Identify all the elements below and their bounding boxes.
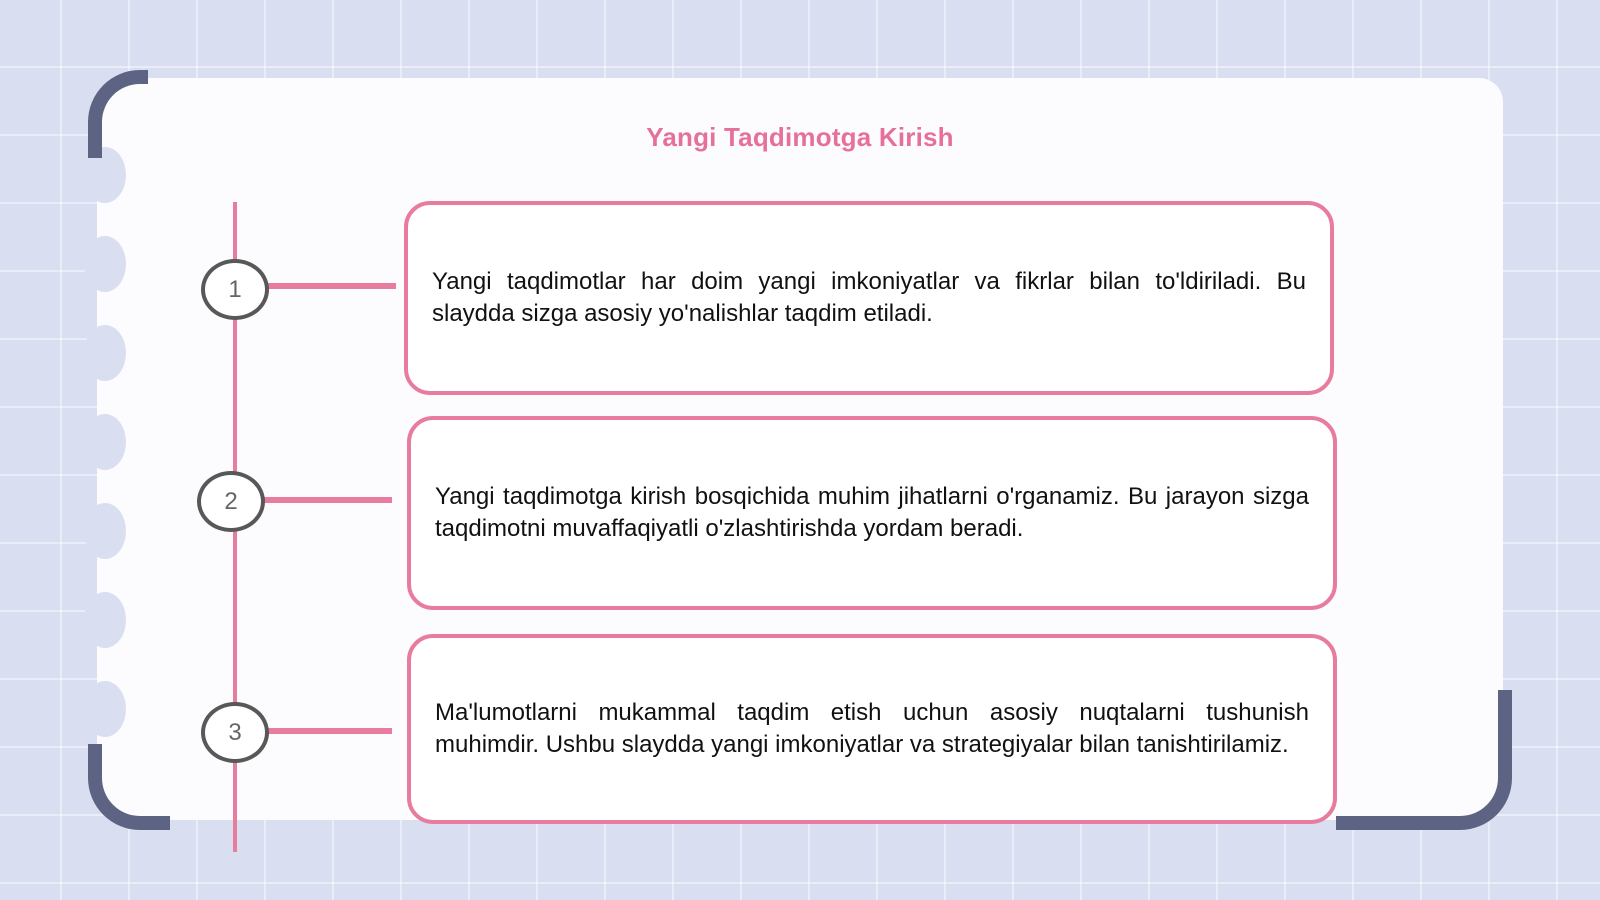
corner-bracket-bottom-left xyxy=(88,744,170,830)
step-number: 1 xyxy=(228,275,242,303)
step-box xyxy=(407,416,1337,610)
step-number-badge xyxy=(201,259,269,320)
step-number-badge xyxy=(197,471,265,532)
corner-bracket-top-left xyxy=(88,70,148,158)
card-edge-scallop xyxy=(84,503,126,559)
step-text: Yangi taqdimotga kirish bosqichida muhim jihatlarni o'rganamiz. Bu jarayon sizga taqdimotni muvaffaqiyatli o'zlashtirishda yordam beradi. xyxy=(435,483,1309,542)
card-edge-scallop xyxy=(84,681,126,737)
step-text: Yangi taqdimotlar har doim yangi imkoniyatlar va fikrlar bilan to'ldiriladi. Bu slaydda sizga asosiy yo'nalishlar taqdim etiladi. xyxy=(432,268,1306,327)
step-number: 2 xyxy=(224,487,238,515)
card-edge-scallop xyxy=(84,236,126,292)
step-connector xyxy=(266,283,396,289)
card-edge-scallop xyxy=(84,414,126,470)
step-number-badge xyxy=(201,702,269,763)
step-box xyxy=(404,201,1334,395)
slide-title: Yangi Taqdimotga Kirish xyxy=(646,122,954,152)
step-text: Ma'lumotlarni mukammal taqdim etish uchun asosiy nuqtalarni tushunish muhimdir. Ushbu slaydda yangi imkoniyatlar va strategiyalar bilan tanishtirilamiz. xyxy=(435,699,1309,758)
card-edge-scallop xyxy=(84,325,126,381)
step-connector xyxy=(262,497,392,503)
card-edge-scallop xyxy=(84,592,126,648)
step-box xyxy=(407,634,1337,824)
step-number: 3 xyxy=(228,718,242,746)
step-connector xyxy=(266,728,392,734)
corner-bracket-bottom-right xyxy=(1336,690,1512,830)
